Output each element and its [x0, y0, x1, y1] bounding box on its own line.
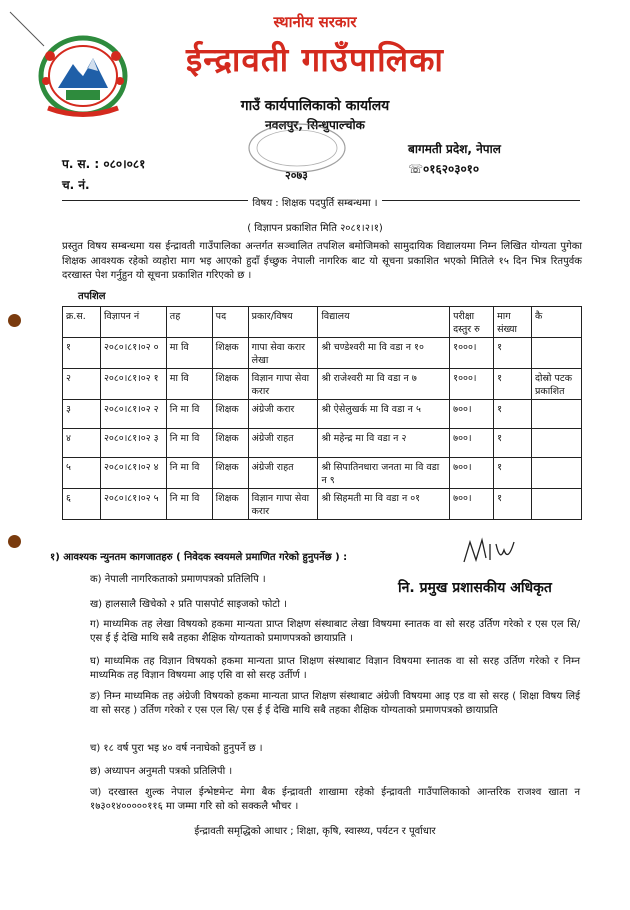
- table-cell: [532, 429, 582, 458]
- table-cell: शिक्षक: [212, 369, 248, 400]
- table-cell: शिक्षक: [212, 489, 248, 520]
- province-label: बागमती प्रदेश, नेपाल: [408, 142, 501, 156]
- subject-line: विषय : शिक्षक पदपुर्ति सम्बन्धमा ।: [0, 195, 630, 209]
- col-header: प्रकार/विषय: [248, 307, 318, 338]
- table-cell: श्री सिपातिनधारा जनता मा वि वडा न ९: [318, 458, 450, 489]
- table-cell: दोस्रो पटक प्रकाशित: [532, 369, 582, 400]
- requirement-item: ङ) निम्न माध्यमिक तह अंग्रेजी विषयको हकमा मान्यता प्राप्त शिक्षण संस्थाबाट अंग्रेजी विषयमा आइ एड वा सो सरह ( शिक्षा विषय लिई वा सो सरह ) उर्तिण गरेको र एस एल सि/ एस ई ई देखि माथि सबै तहका शैक्षिक योग्यताको प्रमाणपत्रको छायाप्रति: [90, 691, 580, 716]
- table-cell: ७००।: [450, 458, 494, 489]
- col-header: परीक्षा दस्तुर रु: [450, 307, 494, 338]
- office-name: गाउँ कार्यपालिकाको कार्यालय: [240, 98, 390, 114]
- table-row: [63, 400, 582, 429]
- table-cell: शिक्षक: [212, 400, 248, 429]
- table-cell: श्री महेन्द्र मा वि वडा न २: [318, 429, 450, 458]
- table-cell: श्री ऐसेलुखर्क मा वि वडा न ५: [318, 400, 450, 429]
- table-cell: नि मा वि: [166, 458, 212, 489]
- table-row: [63, 429, 582, 458]
- punch-hole: [8, 535, 21, 548]
- table-cell: १: [494, 400, 532, 429]
- table-cell: शिक्षक: [212, 338, 248, 369]
- requirement-item: छ) अध्यापन अनुमती पत्रको प्रतिलिपी ।: [90, 766, 233, 777]
- table-row: [63, 458, 582, 489]
- table-cell: १०००।: [450, 369, 494, 400]
- table-cell: २०८०।८१।०२ ४: [100, 458, 166, 489]
- table-cell: नि मा वि: [166, 489, 212, 520]
- table-cell: अंग्रेजी राहत: [248, 429, 318, 458]
- table-cell: २०८०।८१।०२ ३: [100, 429, 166, 458]
- table-cell: १: [494, 489, 532, 520]
- table-cell: श्री सिहमती मा वि वडा न ०१: [318, 489, 450, 520]
- vacancy-table: [62, 306, 582, 520]
- table-cell: नि मा वि: [166, 400, 212, 429]
- col-header: तह: [166, 307, 212, 338]
- table-cell: १: [494, 458, 532, 489]
- signature: [460, 532, 520, 572]
- table-cell: ७००।: [450, 400, 494, 429]
- col-header: कै: [532, 307, 582, 338]
- col-header: क्र.स.: [63, 307, 101, 338]
- requirement-item: क) नेपाली नागरिकताको प्रमाणपत्रको प्रतिलिपि ।: [90, 574, 266, 585]
- table-cell: श्री चण्डेश्वरी मा वि वडा न १०: [318, 338, 450, 369]
- table-cell: मा वि: [166, 338, 212, 369]
- requirement-item: च) १८ वर्ष पुरा भइ ४० वर्ष ननाघेको हुनुपर्ने छ ।: [90, 743, 263, 754]
- phone-number: ☏०१६२०३०१०: [408, 162, 480, 176]
- requirements-heading: १) आवश्यक न्युनतम कागजातहरु ( निवेदक स्वयमले प्रमाणित गरेको हुनुपर्नेछ ) :: [50, 552, 348, 563]
- table-cell: शिक्षक: [212, 458, 248, 489]
- col-header: माग संख्या: [494, 307, 532, 338]
- requirement-item: ज) दरखास्त शुल्क नेपाल ईन्भेष्टमेन्ट मेगा बैक ईन्द्रावती शाखामा रहेको ईन्द्रावती गाउँपालिकाको आन्तरिक राजश्व खाता न १७३०१४०००००११६ मा जम्मा गरि सो को सक्कलै भौचर ।: [90, 787, 580, 812]
- requirement-item: ग) माध्यमिक तह लेखा विषयको हकमा मान्यता प्राप्त शिक्षण संस्थाबाट लेखा विषयमा स्नातक वा सो सरह उर्तिण गरेको र एस एल सि/ एस ई ई देखि माथि सबै तहका शैक्षिक योग्यताको प्रमाणपत्रको छायाप्रति ।: [90, 619, 580, 644]
- table-cell: १: [494, 369, 532, 400]
- table-cell: १: [63, 338, 101, 369]
- table-cell: [532, 458, 582, 489]
- requirement-item: ख) हालसालै खिचेको २ प्रति पासपोर्ट साइजको फोटो ।: [90, 599, 287, 610]
- table-cell: ३: [63, 400, 101, 429]
- col-header: पद: [212, 307, 248, 338]
- municipality-name: ईन्द्रावती गाउँपालिका: [186, 40, 444, 79]
- table-cell: [532, 489, 582, 520]
- table-cell: २: [63, 369, 101, 400]
- table-cell: [532, 338, 582, 369]
- table-cell: २०८०।८१।०२ ५: [100, 489, 166, 520]
- local-gov-label: स्थानीय सरकार: [273, 13, 357, 31]
- table-cell: विज्ञान गापा सेवा करार: [248, 369, 318, 400]
- table-cell: २०८०।८१।०२ १: [100, 369, 166, 400]
- table-cell: मा वि: [166, 369, 212, 400]
- table-cell: १: [494, 429, 532, 458]
- table-cell: श्री राजेश्वरी मा वि वडा न ७: [318, 369, 450, 400]
- intro-paragraph: प्रस्तुत विषय सम्बन्धमा यस ईन्द्रावती गाउँपालिका अन्तर्गत सञ्चालित तपशिल बमोजिमको सामुदायिक विद्यालयमा निम्न लिखित योग्यता पुगेका शिक्षक आवश्यक रहेको व्यहोरा माग भइ आएको हुदाँ ईच्छुक नेपाली नागरिक बाट यो सूचना प्रकाशित भएको मितिले १५ दिन भित्र रितपुर्वक दरखास्त पेश गर्नुहुन यो सूचना प्रकाशित गरिएको छ ।: [62, 241, 582, 281]
- table-cell: शिक्षक: [212, 429, 248, 458]
- table-cell: [532, 400, 582, 429]
- table-cell: ७००।: [450, 429, 494, 458]
- table-cell: अंग्रेजी करार: [248, 400, 318, 429]
- table-cell: ४: [63, 429, 101, 458]
- stamp-year: २०७३: [285, 169, 308, 182]
- office-address: नवलपुर, सिन्धुपाल्चोक: [265, 118, 365, 132]
- signatory-title: नि. प्रमुख प्रशासकीय अधिकृत: [398, 580, 552, 596]
- table-row: [63, 338, 582, 369]
- reference-number: प. स. : ०८०।०८१: [62, 157, 146, 171]
- requirement-item: घ) माध्यमिक तह विज्ञान विषयको हकमा मान्यता प्राप्त शिक्षण संस्थाबाट विज्ञान विषयमा स्नातक वा सो सरह उर्तिण गरेको र निम्न माध्यमिक तह विज्ञान विषयमा आइ एसि वा सो सरह उर्तीर्ण ।: [90, 656, 580, 681]
- table-cell: १: [494, 338, 532, 369]
- table-cell: अंग्रेजी राहत: [248, 458, 318, 489]
- table-cell: २०८०।८१।०२ ०: [100, 338, 166, 369]
- col-header: विद्यालय: [318, 307, 450, 338]
- table-cell: १०००।: [450, 338, 494, 369]
- table-cell: नि मा वि: [166, 429, 212, 458]
- table-cell: विज्ञान गापा सेवा करार: [248, 489, 318, 520]
- table-row: [63, 489, 582, 520]
- table-header-row: [63, 307, 582, 338]
- col-header: विज्ञापन नं: [100, 307, 166, 338]
- table-label: तपशिल: [78, 291, 106, 302]
- punch-hole: [8, 314, 21, 327]
- table-cell: गापा सेवा करार लेखा: [248, 338, 318, 369]
- table-cell: ५: [63, 458, 101, 489]
- table-cell: ६: [63, 489, 101, 520]
- table-row: [63, 369, 582, 400]
- dispatch-number: च. नं.: [62, 178, 90, 192]
- footer-motto: ईन्द्रावती समृद्धिको आधार ; शिक्षा, कृषि, स्वास्थ्य, पर्यटन र पूर्वाधार: [194, 826, 436, 837]
- published-date: ( विज्ञापन प्रकाशित मिति २०८१।२।१): [247, 223, 383, 234]
- table-cell: ७००।: [450, 489, 494, 520]
- table-cell: २०८०।८१।०२ २: [100, 400, 166, 429]
